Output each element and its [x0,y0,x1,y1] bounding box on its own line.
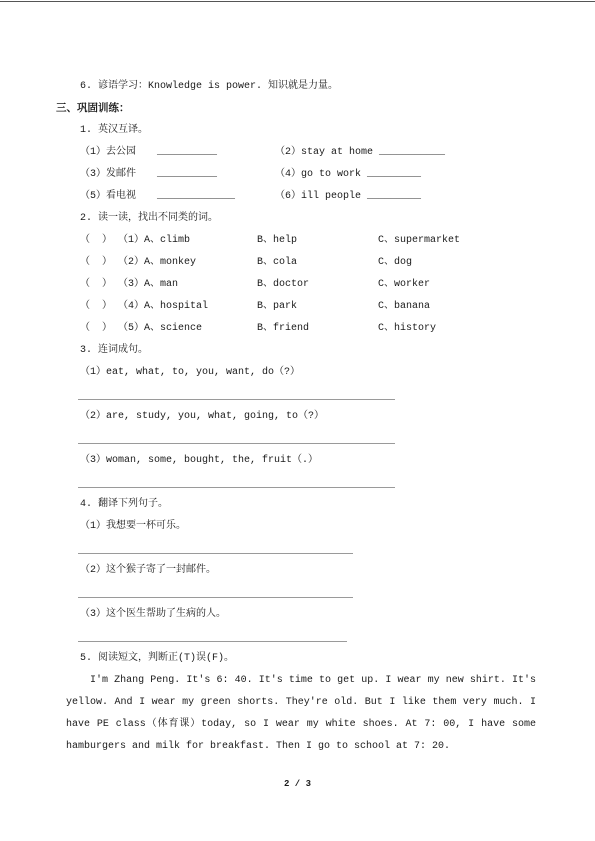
answer-paren: （ ） [80,279,113,290]
q1-item [80,142,217,164]
q1-item-label: （2）stay at home [275,147,374,158]
answer-blank: _________ [367,169,422,180]
q3-item: （2）are, study, you, what, going, to（?） [80,411,325,422]
q2-title: 2. 读一读，找出不同类的词。 [80,213,219,224]
reading-passage [0,670,595,758]
q1-item [80,164,217,186]
option-b: B、doctor [257,279,310,290]
page-number: 2 / 3 [283,779,311,789]
q2-row [0,318,595,340]
answer-paren: （ ） [80,257,113,268]
answer-line [78,399,395,400]
q4-item: （2）这个猴子寄了一封邮件。 [80,565,217,576]
option-c: C、history [378,323,437,334]
answer-area [0,384,595,406]
q4-title: 4. 翻译下列句子。 [80,499,169,510]
q1-title: 1. 英汉互译。 [80,125,149,136]
q2-row [0,252,595,274]
passage-line: I'm Zhang Peng. It's 6: 40. It's time to get up. I wear my new shirt. It's [90,675,536,686]
q1-item [275,186,421,208]
option-a: （4）A、hospital [118,301,209,312]
option-c: C、dog [378,257,413,268]
answer-paren: （ ） [80,235,113,246]
passage-line: hamburgers and milk for breakfast. Then I go to school at 7: 20. [66,741,451,752]
answer-area [0,582,595,604]
q1-item [80,186,235,208]
answer-blank: ___________ [379,147,446,158]
section-title: 三、巩固训练： [56,103,130,115]
q2-row [0,230,595,252]
answer-line [78,487,395,488]
q5-title: 5. 阅读短文，判断正(T)误(F)。 [80,653,235,664]
q1-row [0,142,595,164]
answer-blank: __________ [157,147,218,158]
q1-item [275,164,421,186]
q1-row [0,164,595,186]
answer-paren: （ ） [80,301,113,312]
q1-item-label: （3）发邮件 [80,169,137,180]
answer-line [78,641,347,642]
answer-blank: _____________ [157,191,236,202]
option-a: （3）A、man [118,279,179,290]
option-b: B、help [257,235,298,246]
q3-title: 3. 连词成句。 [80,345,149,356]
q1-row [0,186,595,208]
q1-item-label: （1）去公园 [80,147,137,158]
option-b: B、friend [257,323,310,334]
option-a: （1）A、climb [118,235,191,246]
answer-area [0,626,595,648]
answer-area [0,538,595,560]
answer-line [78,597,353,598]
option-a: （5）A、science [118,323,203,334]
passage-line: have PE class（体育课）today, so I wear my white shoes. At 7: 00, I have some [66,719,536,730]
q4-item: （1）我想要一杯可乐。 [80,521,187,532]
top-rule [0,1,595,2]
option-b: B、cola [257,257,298,268]
answer-area [0,428,595,450]
passage-line: yellow. And I wear my green shorts. They're old. But I like them very much. I [66,697,536,708]
option-b: B、park [257,301,298,312]
q3-item: （1）eat, what, to, you, want, do（?） [80,367,301,378]
answer-line [78,443,395,444]
answer-area [0,472,595,494]
page-content [0,76,595,758]
q1-item-label: （5）看电视 [80,191,137,202]
option-c: C、supermarket [378,235,461,246]
q2-row [0,274,595,296]
option-a: （2）A、monkey [118,257,197,268]
q1-item-label: （6）ill people [275,191,362,202]
option-c: C、banana [378,301,431,312]
answer-paren: （ ） [80,323,113,334]
q1-item [275,142,445,164]
q4-item: （3）这个医生帮助了生病的人。 [80,609,227,620]
proverb-line: 6. 谚语学习：Knowledge is power. 知识就是力量。 [80,81,339,92]
option-c: C、worker [378,279,431,290]
answer-blank: _________ [367,191,422,202]
q3-item: （3）woman, some, bought, the, fruit（.） [80,455,319,466]
answer-blank: __________ [157,169,218,180]
q1-item-label: （4）go to work [275,169,362,180]
answer-line [78,553,353,554]
q2-row [0,296,595,318]
